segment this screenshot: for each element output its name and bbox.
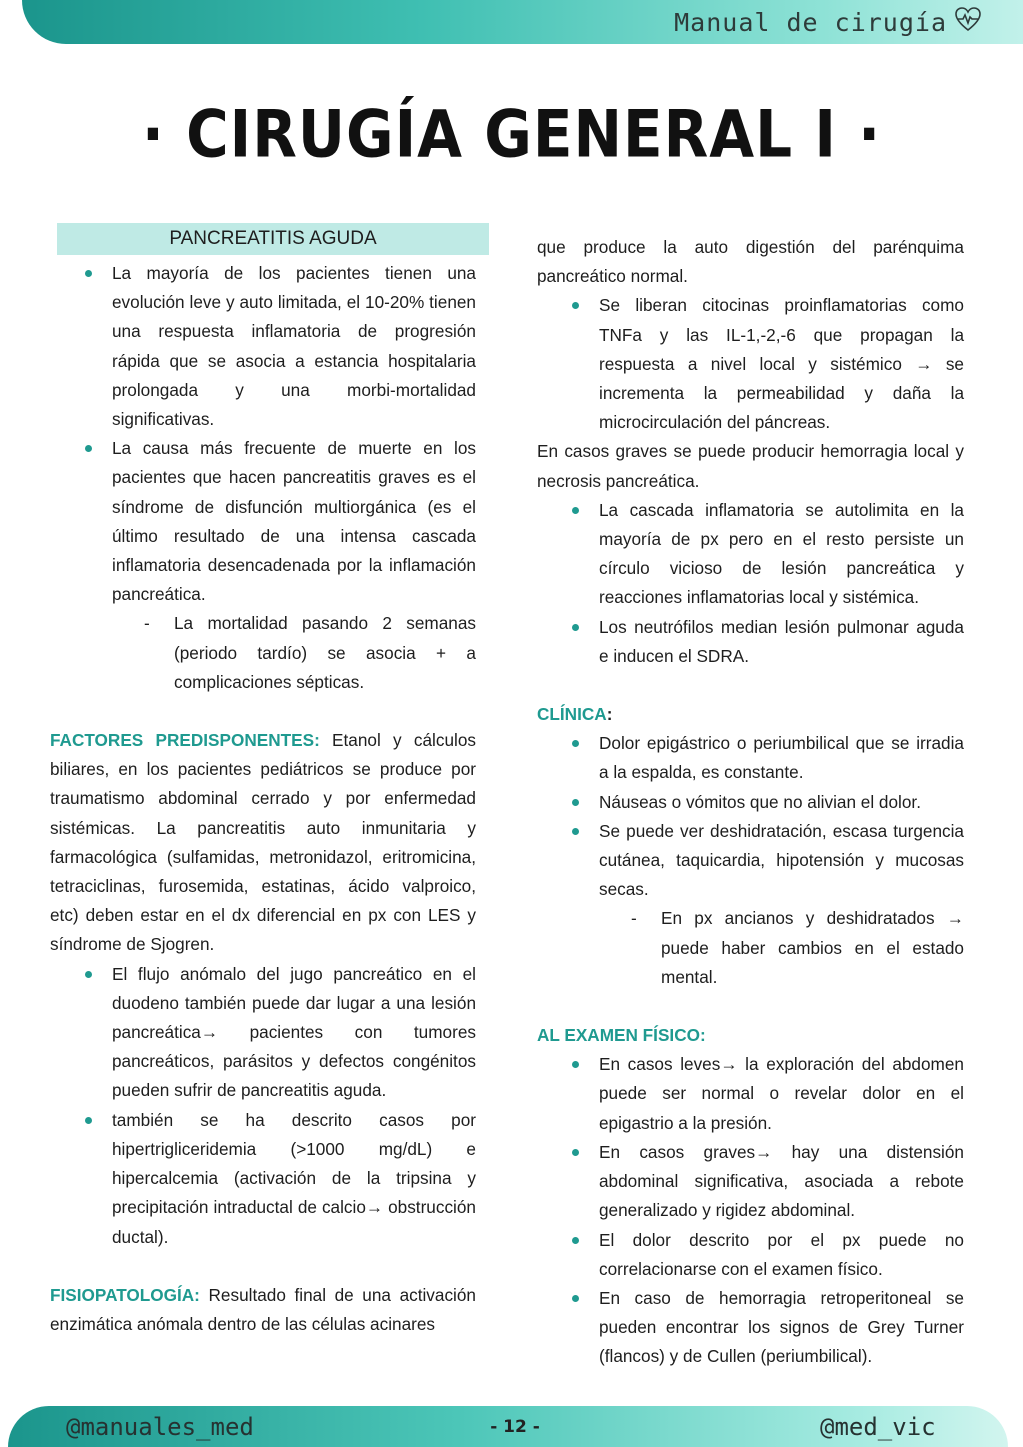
header (674, 4, 983, 40)
footer-left-handle: @manuales_med (66, 1413, 254, 1441)
list-item: El flujo anómalo del jugo pancreático en el duodeno también puede dar lugar a una lesión pancreática→ pacientes con tumores pancreáticos, parásitos y defectos congénitos pueden sufrir de pancreatitis aguda. (50, 960, 476, 1106)
clinica-colon: : (606, 704, 613, 725)
factores-paragraph (50, 726, 476, 960)
list-item: En casos graves→ hay una distensión abdominal significativa, asociada a rebote generalizado y rigidez abdominal. (537, 1138, 964, 1226)
clinica-label: CLÍNICA (537, 704, 607, 725)
factores-bullet-list (50, 960, 476, 1252)
factores-label: FACTORES PREDISPONENTES: (50, 730, 320, 751)
list-item: El dolor descrito por el px puede no correlacionarse con el examen físico. (537, 1226, 964, 1284)
fisiopatologia-paragraph (50, 1281, 476, 1339)
dash-item: - La mortalidad pasando 2 semanas (periodo tardío) se asocia + a complicaciones sépticas. (50, 609, 476, 697)
list-item: Dolor epigástrico o periumbilical que se irradia a la espalda, es constante. (537, 729, 964, 787)
list-item: En caso de hemorragia retroperitoneal se pueden encontrar los signos de Grey Turner (flancos) y de Cullen (periumbilical). (537, 1284, 964, 1372)
citocinas-bullet-list (537, 291, 964, 437)
casos-graves-text: En casos graves se puede producir hemorragia local y necrosis pancreática. (537, 441, 964, 491)
continuation-text: que produce la auto digestión del parénquima pancreático normal. (537, 237, 964, 287)
examen-heading (537, 1021, 964, 1050)
clinica-dash-list (537, 904, 964, 992)
clinica-bullet-list (537, 729, 964, 904)
list-item: La causa más frecuente de muerte en los pacientes que hacen pancreatitis graves es el síndrome de disfunción multiorgánica (es el último resultado de una intensa cascada inflamatoria desencadenada por la inflamación pancreática. (50, 434, 476, 609)
fisiopatologia-text: Resultado final de una activación enzimática anómala dentro de las células acinares (50, 1284, 476, 1334)
list-item: también se ha descrito casos por hipertrigliceridemia (>1000 mg/dL) e hipercalcemia (activación de la tripsina y precipitación intraductal de calcio→ obstrucción ductal). (50, 1106, 476, 1252)
fisiopatologia-label: FISIOPATOLOGÍA: (50, 1284, 200, 1305)
page-title: · CIRUGÍA GENERAL I · (141, 95, 882, 173)
examen-label: AL EXAMEN FÍSICO: (537, 1025, 706, 1046)
clinica-heading (537, 700, 964, 729)
right-column (537, 233, 964, 1372)
section-heading: PANCREATITIS AGUDA (57, 223, 489, 255)
cascada-bullet-list (537, 496, 964, 671)
list-item: Se puede ver deshidratación, escasa turgencia cutánea, taquicardia, hipotensión y mucosas secas. (537, 817, 964, 905)
examen-bullet-list (537, 1050, 964, 1371)
intro-bullet-list (50, 259, 476, 609)
header-title: Manual de cirugía (674, 7, 947, 37)
page-number: - 12 - (490, 1417, 540, 1437)
list-item: En casos leves→ la exploración del abdomen puede ser normal o revelar dolor en el epigastrio a la presión. (537, 1050, 964, 1138)
list-item: La mayoría de los pacientes tienen una evolución leve y auto limitada, el 10-20% tienen una respuesta inflamatoria de progresión rápida que se asocia a estancia hospitalaria prolongada y una morbi-mortalidad significativas. (50, 259, 476, 434)
heart-monitor-icon (953, 4, 983, 40)
dash-item: - En px ancianos y deshidratados → puede haber cambios en el estado mental. (537, 904, 964, 992)
list-item: Náuseas o vómitos que no alivian el dolor. (537, 788, 964, 817)
left-column (50, 223, 476, 1339)
footer-right-handle: @med_vic (820, 1413, 936, 1441)
list-item: La cascada inflamatoria se autolimita en la mayoría de px pero en el resto persiste un círculo vicioso de lesión pancreática y reacciones inflamatorias local y sistémica. (537, 496, 964, 613)
list-item: Los neutrófilos median lesión pulmonar aguda e inducen el SDRA. (537, 613, 964, 671)
list-item: Se liberan citocinas proinflamatorias como TNFa y las IL-1,-2,-6 que propagan la respuesta a nivel local y sistémico → se incrementa la permeabilidad y daña la microcirculación del páncreas. (537, 291, 964, 437)
dash-list (50, 609, 476, 697)
factores-text: Etanol y cálculos biliares, en los pacientes pediátricos se produce por traumatismo abdominal cerrado y por enfermedad sistémicas. La pancreatitis auto inmunitaria y farmacológica (sulfamidas, metronidazol, eritromicina, tetraciclinas, furosemida, estatinas, ácido valproico, etc) deben estar en el dx diferencial en px con LES y síndrome de Sjogren. (50, 730, 476, 955)
